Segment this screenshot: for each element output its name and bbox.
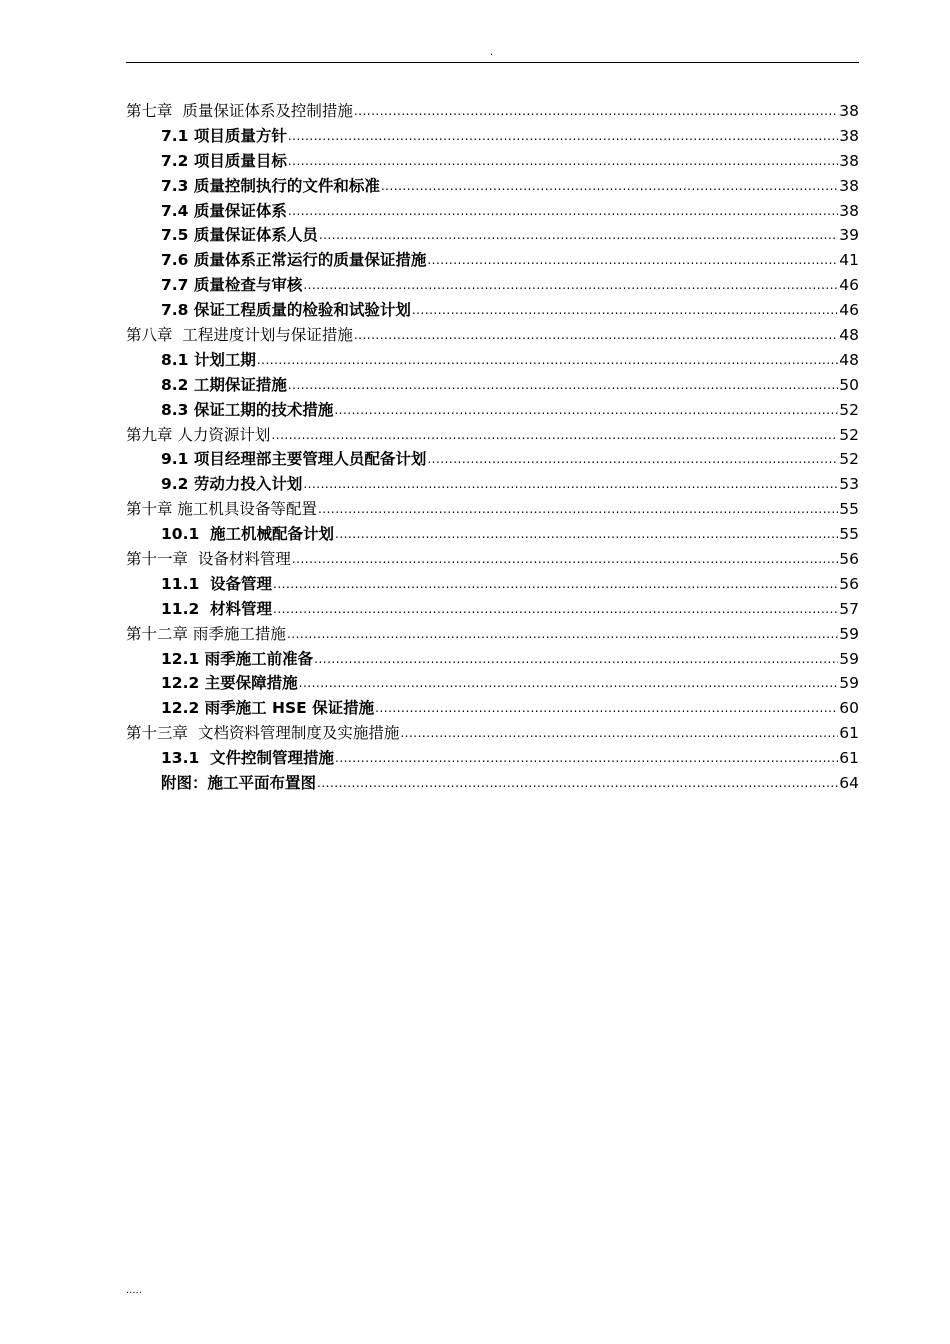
toc-entry-label: 12.2 主要保障措施	[161, 674, 298, 693]
toc-entry-label: 第八章 工程进度计划与保证措施	[126, 326, 353, 345]
toc-entry-label: 第十一章 设备材料管理	[126, 550, 291, 569]
toc-page-number: 59	[839, 649, 859, 668]
toc-page-number: 46	[839, 301, 859, 320]
toc-dot-leader	[335, 746, 838, 771]
toc-section-entry[interactable]	[126, 597, 859, 622]
toc-dot-leader	[334, 398, 838, 423]
toc-dot-leader	[257, 348, 838, 373]
toc-section-entry[interactable]	[126, 124, 859, 149]
toc-page-number: 57	[839, 599, 859, 618]
toc-chapter-entry[interactable]	[126, 622, 859, 647]
toc-dot-leader	[303, 472, 838, 497]
toc-section-entry[interactable]	[126, 696, 859, 721]
toc-chapter-entry[interactable]	[126, 423, 859, 448]
toc-page-number: 38	[839, 102, 859, 120]
toc-page-number: 38	[839, 176, 859, 195]
toc-entry-label: 7.7 质量检查与审核	[161, 276, 303, 295]
toc-section-entry[interactable]	[126, 447, 859, 472]
toc-page-number: 55	[839, 525, 859, 544]
toc-section-entry[interactable]	[126, 771, 859, 796]
toc-dot-leader	[375, 696, 838, 721]
toc-page-number: 55	[839, 500, 859, 519]
table-of-contents	[126, 99, 859, 796]
toc-dot-leader	[354, 99, 838, 124]
toc-dot-leader	[400, 721, 838, 746]
toc-dot-leader	[314, 647, 838, 672]
toc-entry-label: 12.1 雨季施工前准备	[161, 649, 314, 668]
toc-section-entry[interactable]	[126, 671, 859, 696]
toc-entry-label: 11.2 材料管理	[161, 599, 273, 618]
toc-entry-label: 9.1 项目经理部主要管理人员配备计划	[161, 450, 427, 469]
toc-dot-leader	[271, 423, 838, 448]
toc-page-number: 38	[839, 126, 859, 145]
toc-chapter-entry[interactable]	[126, 99, 859, 124]
toc-dot-leader	[381, 174, 838, 199]
toc-entry-label: 第七章 质量保证体系及控制措施	[126, 102, 353, 120]
toc-dot-leader	[319, 223, 838, 248]
toc-page-number: 60	[839, 699, 859, 718]
toc-dot-leader	[427, 248, 838, 273]
toc-entry-label: 7.1 项目质量方针	[161, 126, 287, 145]
toc-page-number: 39	[839, 226, 859, 245]
toc-page-number: 59	[839, 624, 859, 643]
header-rule	[126, 62, 859, 63]
toc-section-entry[interactable]	[126, 472, 859, 497]
toc-dot-leader	[288, 124, 838, 149]
toc-page-number: 41	[839, 251, 859, 270]
toc-chapter-entry[interactable]	[126, 547, 859, 572]
toc-entry-label: 第十章 施工机具设备等配置	[126, 500, 317, 519]
toc-page-number: 56	[839, 550, 859, 569]
toc-section-entry[interactable]	[126, 149, 859, 174]
toc-section-entry[interactable]	[126, 373, 859, 398]
toc-section-entry[interactable]	[126, 398, 859, 423]
toc-page-number: 56	[839, 574, 859, 593]
toc-page-number: 52	[839, 425, 859, 444]
toc-entry-label: 第十三章 文档资料管理制度及实施措施	[126, 724, 400, 743]
toc-entry-label: 12.2 雨季施工 HSE 保证措施	[161, 699, 375, 718]
toc-section-entry[interactable]	[126, 174, 859, 199]
toc-page-number: 38	[839, 151, 859, 170]
header-mark: .	[490, 47, 494, 58]
toc-dot-leader	[292, 547, 838, 572]
toc-chapter-entry[interactable]	[126, 721, 859, 746]
toc-page-number: 52	[839, 400, 859, 419]
toc-section-entry[interactable]	[126, 298, 859, 323]
toc-page-number: 48	[839, 350, 859, 369]
toc-entry-label: 7.4 质量保证体系	[161, 201, 287, 220]
toc-dot-leader	[273, 597, 838, 622]
toc-page-number: 61	[839, 724, 859, 743]
toc-entry-label: 9.2 劳动力投入计划	[161, 475, 303, 494]
toc-dot-leader	[288, 373, 838, 398]
toc-dot-leader	[354, 323, 838, 348]
toc-dot-leader	[303, 273, 838, 298]
toc-page-number: 53	[839, 475, 859, 494]
toc-entry-label: 7.8 保证工程质量的检验和试验计划	[161, 301, 411, 320]
toc-entry-label: 第十二章 雨季施工措施	[126, 624, 286, 643]
toc-page-number: 52	[839, 450, 859, 469]
toc-page-number: 61	[839, 749, 859, 768]
toc-entry-label: 8.3 保证工期的技术措施	[161, 400, 334, 419]
toc-section-entry[interactable]	[126, 199, 859, 224]
toc-entry-label: 8.1 计划工期	[161, 350, 256, 369]
toc-dot-leader	[318, 497, 838, 522]
toc-page-number: 38	[839, 201, 859, 220]
toc-section-entry[interactable]	[126, 223, 859, 248]
toc-dot-leader	[288, 199, 838, 224]
toc-dot-leader	[288, 149, 838, 174]
toc-entry-label: 10.1 施工机械配备计划	[161, 525, 335, 544]
toc-section-entry[interactable]	[126, 572, 859, 597]
toc-dot-leader	[412, 298, 838, 323]
toc-section-entry[interactable]	[126, 522, 859, 547]
toc-dot-leader	[317, 771, 838, 796]
toc-entry-label: 附图：施工平面布置图	[161, 774, 317, 793]
toc-section-entry[interactable]	[126, 647, 859, 672]
toc-dot-leader	[299, 671, 839, 696]
toc-dot-leader	[273, 572, 838, 597]
toc-section-entry[interactable]	[126, 273, 859, 298]
toc-entry-label: 7.3 质量控制执行的文件和标准	[161, 176, 380, 195]
toc-section-entry[interactable]	[126, 746, 859, 771]
toc-page-number: 50	[839, 375, 859, 394]
toc-entry-label: 7.2 项目质量目标	[161, 151, 287, 170]
toc-entry-label: 11.1 设备管理	[161, 574, 273, 593]
toc-section-entry[interactable]	[126, 348, 859, 373]
footer-mark: .....	[126, 1285, 142, 1296]
toc-entry-label: 13.1 文件控制管理措施	[161, 749, 335, 768]
toc-entry-label: 7.6 质量体系正常运行的质量保证措施	[161, 251, 427, 270]
toc-chapter-entry[interactable]	[126, 497, 859, 522]
toc-page-number: 48	[839, 326, 859, 345]
toc-entry-label: 7.5 质量保证体系人员	[161, 226, 318, 245]
toc-entry-label: 第九章 人力资源计划	[126, 425, 271, 444]
toc-dot-leader	[427, 447, 838, 472]
toc-entry-label: 8.2 工期保证措施	[161, 375, 287, 394]
toc-page-number: 64	[839, 774, 859, 793]
toc-dot-leader	[287, 622, 838, 647]
toc-page-number: 59	[839, 674, 859, 693]
toc-chapter-entry[interactable]	[126, 323, 859, 348]
toc-dot-leader	[335, 522, 838, 547]
toc-section-entry[interactable]	[126, 248, 859, 273]
toc-page-number: 46	[839, 276, 859, 295]
